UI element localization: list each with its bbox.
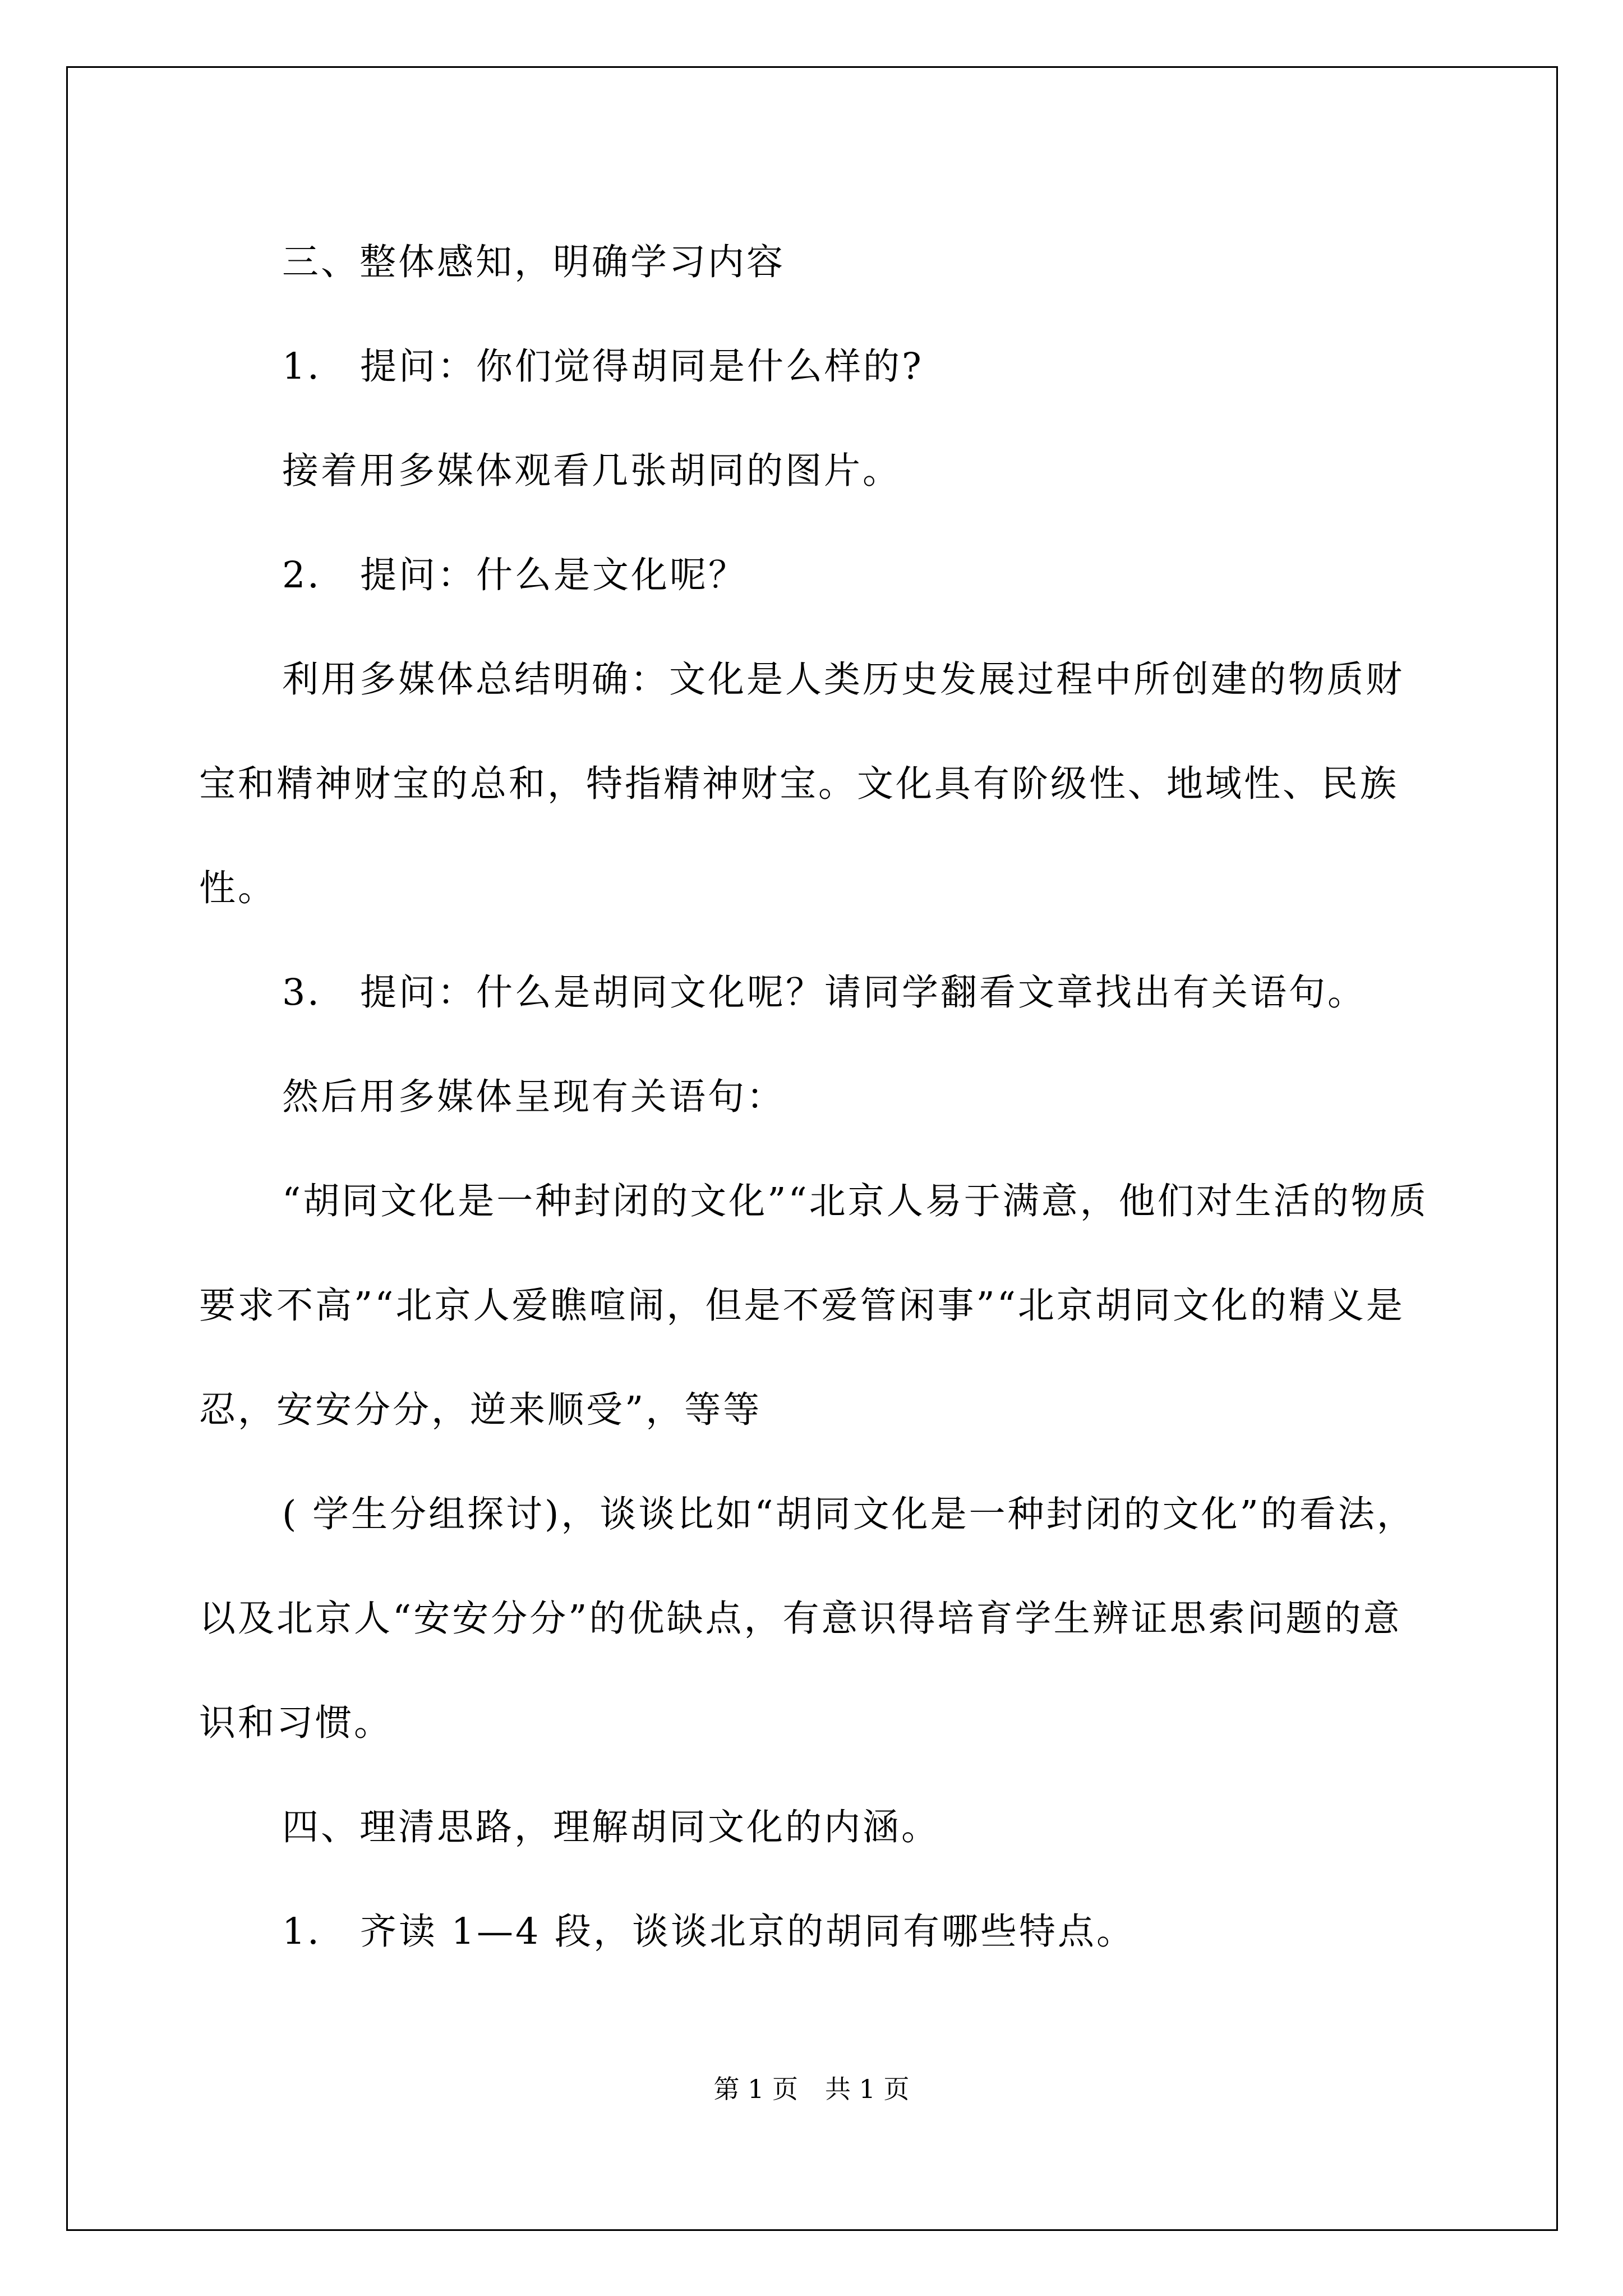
quote-paragraph: “胡同文化是一种封闭的文化”“北京人易于满意，他们对生活的物质要求不高”“北京人爱瞧喧闹，但是不爱管闲事”“北京胡同文化的精义是忍，安安分分，逆来顺受”，等等 [199,1180,1428,1431]
question-1: 1． 提问：你们觉得胡同是什么样的? [282,346,924,388]
document-body [199,210,1438,1984]
page-total: 共 1 页 [825,2074,910,2104]
paragraph: 利用多媒体总结明确：文化是人类历史发展过程中所创建的物质财宝和精神财宝的总和，特指精神财宝。文化具有阶级性、地域性、民族性。 [199,659,1405,909]
section-heading-3: 三、整体感知，明确学习内容 [282,241,786,283]
paragraph: ( 学生分组探讨)，谈谈比如“胡同文化是一种封闭的文化”的看法，以及北京人“安安分分”的优缺点，有意识得培育学生辨证思索问题的意识和习惯。 [199,1493,1415,1744]
section-heading-4: 四、理清思路，理解胡同文化的内涵。 [282,1806,940,1848]
page-number: 第 1 页 [713,2074,798,2104]
question-3: 3． 提问：什么是胡同文化呢？请同学翻看文章找出有关语句。 [282,972,1367,1014]
question-2: 2． 提问：什么是文化呢？ [282,554,748,596]
task-1: 1． 齐读 1—4 段，谈谈北京的胡同有哪些特点。 [282,1911,1136,1953]
paragraph: 然后用多媒体呈现有关语句： [282,1076,786,1118]
page-footer [0,2069,1623,2106]
paragraph: 接着用多媒体观看几张胡同的图片。 [282,450,902,492]
